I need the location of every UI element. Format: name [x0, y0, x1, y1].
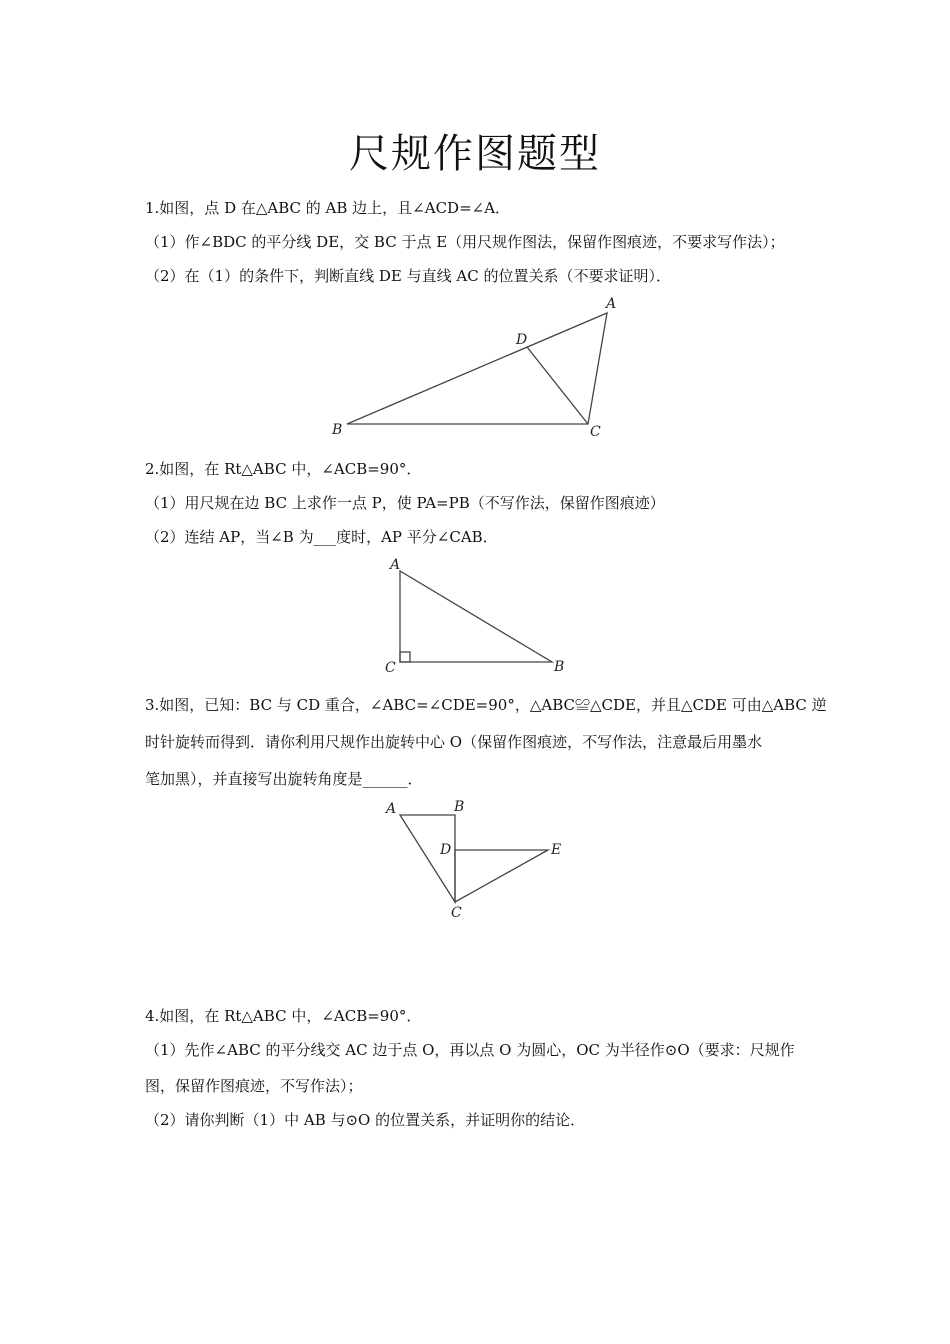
q1-label-d: D [516, 332, 528, 348]
q3-rotation-figure [380, 795, 570, 925]
q1-segment-dc [527, 347, 588, 424]
q3-line-2: 时针旋转而得到．请你利用尺规作出旋转中心 O（保留作图痕迹，不写作法，注意最后用墨水 [145, 733, 763, 751]
q2-triangle-abc [400, 571, 552, 662]
q1-label-b: B [332, 422, 343, 438]
q3-line-1: 3.如图，已知：BC 与 CD 重合，∠ABC=∠CDE=90°，△ABC≌△CDE，并且△CDE 可由△ABC 逆 [145, 696, 827, 714]
q2-line-2: （1）用尺规在边 BC 上求作一点 P，使 PA=PB（不写作法，保留作图痕迹） [145, 494, 665, 512]
q2-line-1: 2.如图，在 Rt△ABC 中，∠ACB=90°． [145, 460, 422, 478]
q3-label-a: A [386, 801, 397, 817]
q2-line-3: （2）连结 AP，当∠B 为___度时，AP 平分∠CAB． [145, 528, 498, 546]
q1-line-2: （1）作∠BDC 的平分线 DE，交 BC 于点 E（用尺规作图法，保留作图痕迹，不要求写作法）； [145, 233, 785, 251]
q3-line-3: 笔加黑），并直接写出旋转角度是______． [145, 770, 423, 788]
page-title: 尺规作图题型 [349, 131, 601, 177]
q2-label-b: B [554, 659, 565, 675]
q4-line-3: 图，保留作图痕迹，不写作法）； [145, 1077, 363, 1095]
q1-line-3: （2）在（1）的条件下，判断直线 DE 与直线 AC 的位置关系（不要求证明）． [145, 267, 671, 285]
q1-label-a: A [606, 296, 617, 312]
q3-label-d: D [440, 842, 452, 858]
q2-label-a: A [390, 557, 401, 573]
q1-label-c: C [590, 424, 601, 440]
q2-right-triangle-figure [382, 555, 572, 677]
q4-line-1: 4.如图，在 Rt△ABC 中，∠ACB=90°． [145, 1007, 422, 1025]
q2-right-angle-mark [400, 652, 410, 662]
q3-label-e: E [551, 842, 562, 858]
q4-line-2: （1）先作∠ABC 的平分线交 AC 边于点 O，再以点 O 为圆心，OC 为半径作⊙O（要求：尺规作 [145, 1041, 795, 1059]
q2-label-c: C [385, 660, 396, 676]
q3-label-b: B [454, 799, 465, 815]
q4-line-4: （2）请你判断（1）中 AB 与⊙O 的位置关系，并证明你的结论． [145, 1111, 586, 1129]
q1-triangle-figure [330, 296, 620, 442]
q1-line-1: 1.如图，点 D 在△ABC 的 AB 边上，且∠ACD=∠A． [145, 199, 511, 217]
q1-triangle-abc [347, 313, 607, 424]
q3-triangle-abc [400, 815, 455, 902]
q3-triangle-cde [455, 850, 548, 902]
q3-label-c: C [451, 905, 462, 921]
